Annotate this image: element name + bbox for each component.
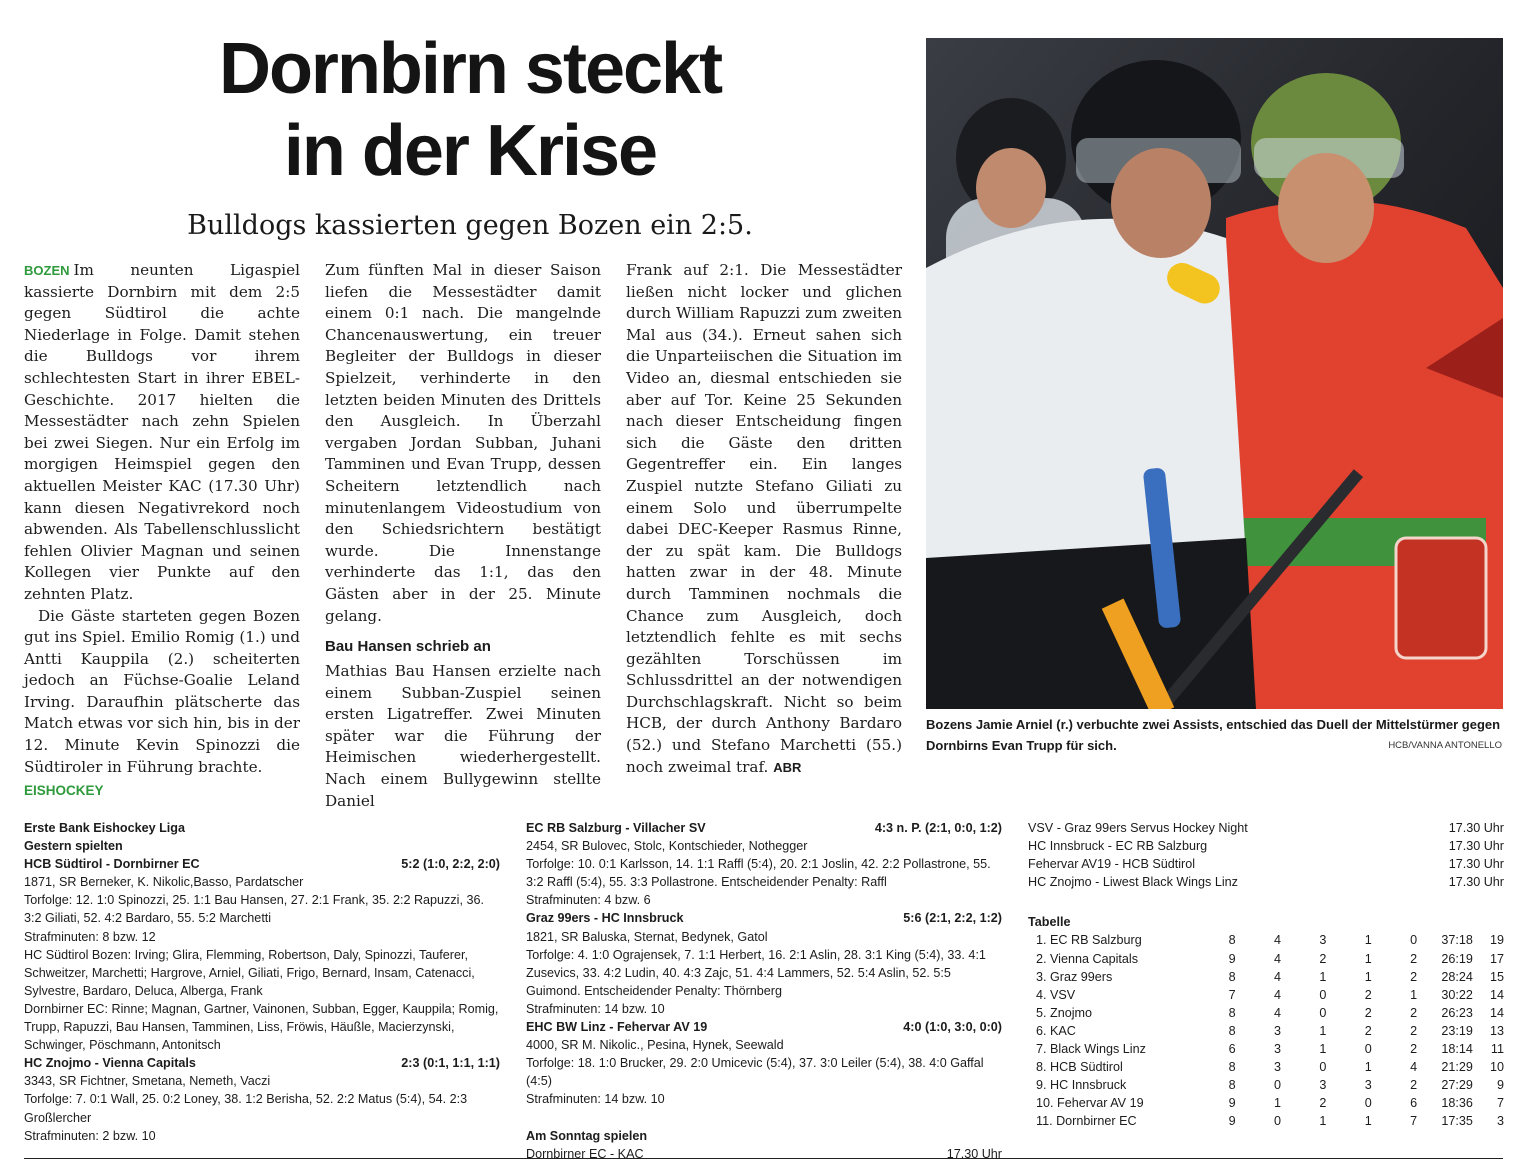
table-stat-cell: 8	[1228, 933, 1236, 948]
table-stat-cell: 8	[1228, 969, 1236, 984]
game-line: Dornbirner EC: Rinne; Magnan, Gartner, Vainonen, Subban, Egger, Kauppila; Romig, Trupp, Rapuzzi, Bau Hansen, Tamminen, Liss, Fröwis, Häußle, Macierzynski, Schwinger, Pöschmann, Antonitsch	[24, 1001, 499, 1053]
table-stat-cell: 37:18	[1441, 933, 1473, 948]
schedule-row	[1028, 819, 1504, 837]
table-stat-cell: 1	[1364, 1060, 1372, 1075]
table-stat-cell: 9	[1496, 1078, 1504, 1093]
game-line: 1821, SR Baluska, Sternat, Bedynek, Gatol	[526, 929, 768, 944]
table-row	[1028, 931, 1504, 949]
table-stat-cell: 2	[1410, 1042, 1418, 1057]
table-stat-cell: 0	[1364, 1096, 1372, 1111]
game-score: 5:2 (1:0, 2:2, 2:0)	[401, 857, 500, 872]
schedule-match: Fehervar AV19 - HCB Südtirol	[1028, 857, 1196, 872]
table-stat-cell: 11	[1490, 1042, 1504, 1057]
table-stat-cell: 2	[1410, 951, 1418, 966]
game-line: Strafminuten: 8 bzw. 12	[24, 929, 156, 944]
table-stat-cell: 7	[1496, 1096, 1504, 1111]
table-row	[1028, 1094, 1504, 1112]
table-stat-cell: 8	[1228, 1005, 1236, 1020]
table-stat-cell: 2	[1364, 1023, 1372, 1038]
game-line: 1871, SR Berneker, K. Nikolic,Basso, Pardatscher	[24, 875, 304, 890]
table-stat-cell: 7	[1228, 987, 1236, 1002]
sunday-label: Am Sonntag spielen	[526, 1128, 648, 1143]
article-paragraph: Die Gäste starteten gegen Bozen gut ins Spiel. Emilio Romig (1.) und Antti Kauppila (2.) scheiterten jedoch an Füchse-Goalie Leland Irving. Daraufhin plätscherte das Match etwas vor sich hin, bis in der 12. Minute Kevin Spinozzi die Südtiroler in Führung brachte.	[24, 606, 300, 776]
table-stat-cell: 2	[1410, 1005, 1418, 1020]
table-stat-cell: 0	[1319, 1005, 1327, 1020]
table-stat-cell: 6	[1410, 1096, 1418, 1111]
table-stat-cell: 15	[1489, 969, 1504, 984]
table-team-cell: 8. HCB Südtirol	[1036, 1060, 1123, 1075]
table-row	[1028, 1058, 1504, 1076]
table-stat-cell: 21:29	[1441, 1060, 1473, 1075]
table-stat-cell: 0	[1319, 1060, 1327, 1075]
schedule-match: Dornbirner EC - KAC	[526, 1146, 644, 1161]
table-stat-cell: 3	[1319, 933, 1327, 948]
table-team-cell: 4. VSV	[1036, 987, 1076, 1002]
table-stat-cell: 26:19	[1441, 951, 1473, 966]
table-stat-cell: 17	[1489, 951, 1504, 966]
table-row	[1028, 1004, 1504, 1022]
table-row	[1028, 950, 1504, 968]
table-stat-cell: 18:14	[1441, 1042, 1473, 1057]
table-stat-cell: 0	[1410, 933, 1418, 948]
game-header	[526, 909, 1002, 927]
game-header	[526, 819, 1002, 837]
table-row	[1028, 1040, 1504, 1058]
table-stat-cell: 26:23	[1441, 1005, 1473, 1020]
game-score: 4:0 (1:0, 3:0, 0:0)	[903, 1020, 1002, 1035]
table-stat-cell: 0	[1274, 1078, 1282, 1093]
table-stat-cell: 3	[1364, 1078, 1372, 1093]
results-column-2	[526, 819, 1002, 1161]
table-stat-cell: 2	[1364, 1005, 1372, 1020]
table-stat-cell: 4	[1274, 1005, 1282, 1020]
table-stat-cell: 18:36	[1441, 1096, 1473, 1111]
table-stat-cell: 1	[1364, 969, 1372, 984]
table-stat-cell: 9	[1228, 1114, 1236, 1129]
table-stat-cell: 2	[1364, 987, 1372, 1002]
table-stat-cell: 2	[1319, 951, 1327, 966]
schedule-match: VSV - Graz 99ers Servus Hockey Night	[1028, 821, 1248, 835]
table-stat-cell: 0	[1319, 987, 1327, 1002]
game-teams: EC RB Salzburg - Villacher SV	[526, 821, 706, 835]
table-stat-cell: 4	[1274, 951, 1282, 966]
headline	[120, 28, 820, 192]
table-stat-cell: 1	[1364, 1114, 1372, 1129]
table-stat-cell: 1	[1319, 1114, 1327, 1129]
article-column-3	[626, 260, 902, 778]
table-stat-cell: 0	[1274, 1114, 1282, 1129]
table-stat-cell: 23:19	[1441, 1023, 1473, 1038]
game-teams: EHC BW Linz - Fehervar AV 19	[526, 1020, 708, 1035]
dateline: BOZEN	[24, 263, 70, 278]
schedule-time: 17.30 Uhr	[1448, 857, 1504, 872]
table-team-cell: 2. Vienna Capitals	[1036, 951, 1138, 966]
game-line: Strafminuten: 14 bzw. 10	[526, 1092, 665, 1107]
table-stat-cell: 14	[1489, 987, 1504, 1002]
table-stat-cell: 8	[1228, 1060, 1236, 1075]
schedule-time: 17.30 Uhr	[1448, 821, 1504, 835]
table-stat-cell: 27:29	[1441, 1078, 1473, 1093]
table-stat-cell: 1	[1319, 1023, 1327, 1038]
table-row	[1028, 1112, 1504, 1130]
game-line: Torfolge: 7. 0:1 Wall, 25. 0:2 Loney, 38. 1:2 Berisha, 52. 2:2 Matus (5:4), 54. 2:3 Großlercher	[24, 1092, 468, 1125]
table-stat-cell: 2	[1410, 1023, 1418, 1038]
schedule-row	[1028, 873, 1504, 891]
game-header	[24, 855, 500, 873]
table-stat-cell: 28:24	[1441, 969, 1473, 984]
article-paragraph: Zum fünften Mal in dieser Saison liefen die Messestädter damit einem 0:1 nach. Die mangelnde Chancenauswertung, ein treuer Begleiter der Bulldogs in dieser Spielzeit, verhinderte in den letzten beiden Minuten des Drittels den Ausgleich. In Überzahl vergaben Jordan Subban, Juhani Tamminen und Evan Trupp, dessen Scheitern letztendlich nach minutenlangem Videostudium von den Schiedsrichtern bestätigt wurde. Die Innenstange verhinderte das 1:1, das den Gästen aber in der 25. Minute gelang.	[325, 261, 601, 625]
table-stat-cell: 3	[1274, 1042, 1282, 1057]
bottom-rule	[24, 1158, 1503, 1159]
table-stat-cell: 1	[1410, 987, 1418, 1002]
table-stat-cell: 7	[1410, 1114, 1418, 1129]
game-header	[24, 1054, 500, 1072]
game-teams: Graz 99ers - HC Innsbruck	[526, 911, 684, 926]
table-stat-cell: 17:35	[1441, 1114, 1473, 1129]
table-stat-cell: 30:22	[1441, 987, 1473, 1002]
league-title: Erste Bank Eishockey Liga	[24, 821, 185, 835]
game-line: Strafminuten: 14 bzw. 10	[526, 1001, 665, 1016]
table-stat-cell: 9	[1228, 1096, 1236, 1111]
table-stat-cell: 1	[1319, 969, 1327, 984]
game-line: Torfolge: 10. 0:1 Karlsson, 14. 1:1 Raffl (5:4), 20. 2:1 Joslin, 42. 2:2 Pollastrone, 55. 3:2 Raffl (5:4), 55. 3:3 Pollastrone. Entscheidender Penalty: Raffl	[526, 857, 991, 890]
table-team-cell: 1. EC RB Salzburg	[1036, 933, 1142, 948]
article-column-2	[325, 260, 601, 812]
table-team-cell: 9. HC Innsbruck	[1036, 1078, 1127, 1093]
table-stat-cell: 19	[1489, 933, 1504, 948]
table-stat-cell: 2	[1319, 1096, 1327, 1111]
game-score: 2:3 (0:1, 1:1, 1:1)	[401, 1056, 500, 1071]
game-line: Torfolge: 12. 1:0 Spinozzi, 25. 1:1 Bau Hansen, 27. 2:1 Frank, 35. 2:2 Rapuzzi, 36. 3:2 Giliati, 52. 4:2 Bardaro, 55. 5:2 Marchetti	[24, 893, 484, 926]
photo-caption: Bozens Jamie Arniel (r.) verbuchte zwei Assists, entschied das Duell der Mittelstürmer gegen Dornbirns Evan Trupp für sich.	[926, 717, 1501, 753]
article-column-1	[24, 260, 300, 778]
table-row	[1028, 1022, 1504, 1040]
table-stat-cell: 4	[1410, 1060, 1418, 1075]
section-label: EISHOCKEY	[24, 783, 104, 798]
schedule-row	[1028, 855, 1504, 873]
table-stat-cell: 2	[1410, 1078, 1418, 1093]
table-stat-cell: 0	[1364, 1042, 1372, 1057]
article-paragraph: Im neunten Ligaspiel kassierte Dornbirn mit dem 2:5 gegen Südtirol die achte Niederlage in Folge. Damit stehen die Bulldogs vor ihrem schlechtesten Start in ihrer EBEL-Geschichte. 2017 hielten die Messestädter nach zehn Spielen bei zwei Siegen. Nur ein Erfolg im morgigen Heimspiel gegen den aktuellen Meister KAC (17.30 Uhr) kann diesen Negativrekord noch abwenden. Als Tabellenschlusslicht fehlen Olivier Magnan und seinen Kollegen vier Punkte auf den zehnten Platz.	[24, 261, 300, 603]
game-line: 3343, SR Fichtner, Smetana, Nemeth, Vaczi	[24, 1074, 271, 1089]
schedule-time: 17.30 Uhr	[1448, 875, 1504, 890]
table-stat-cell: 1	[1274, 1096, 1282, 1111]
subheadline: Bulldogs kassierten gegen Bozen ein 2:5.	[187, 210, 753, 241]
table-stat-cell: 3	[1274, 1060, 1282, 1075]
table-team-cell: 11. Dornbirner EC	[1036, 1114, 1137, 1129]
headline-line-2: in der Krise	[283, 111, 657, 191]
table-team-cell: 3. Graz 99ers	[1036, 969, 1113, 984]
table-stat-cell: 3	[1274, 1023, 1282, 1038]
article-paragraph: Frank auf 2:1. Die Messestädter ließen nicht locker und glichen durch William Rapuzzi zum zweiten Mal aus (34.). Erneut sahen sich die Unparteiischen die Situation im Video an, diesmal entschieden sie aber auf Tor. Keine 25 Sekunden nach dieser Entscheidung fingen sich die Gäste den dritten Gegentreffer ein. Ein langes Zuspiel nutzte Stefano Giliati zu einem Solo und überrumpelte dabei DEC-Keeper Rasmus Rinne, der zu spät kam. Die Bulldogs hatten zwar in der 48. Minute durch Tamminen nochmals die Chance zum Ausgleich, doch letztendlich fehlte es mit sechs gezählten Torschüssen im Schlussdrittel an der notwendigen Durchschlagskraft. Nicht so beim HCB, der durch Anthony Bardaro (52.) und Stefano Marchetti (55.) noch zweimal traf.	[626, 261, 902, 776]
game-line: Torfolge: 18. 1:0 Brucker, 29. 2:0 Umicevic (5:4), 37. 3:0 Leiler (5:4), 38. 4:0 Gaffal (4:5)	[526, 1056, 984, 1089]
results-column-1	[24, 819, 500, 1145]
table-row	[1028, 986, 1504, 1004]
schedule-row	[1028, 837, 1504, 855]
table-stat-cell: 4	[1274, 987, 1282, 1002]
game-header	[526, 1018, 1002, 1036]
article-paragraph: Mathias Bau Hansen erzielte nach einem Subban-Zuspiel seinen ersten Ligatreffer. Zwei Minuten später war die Führung der Heimischen wiederhergestellt. Nach einem Bullygewinn stellte Daniel	[325, 662, 601, 810]
standings-table	[1028, 931, 1504, 1130]
schedule-match: HC Innsbruck - EC RB Salzburg	[1028, 839, 1208, 854]
game-score: 4:3 n. P. (2:1, 0:0, 1:2)	[874, 821, 1002, 835]
results-column-3	[1028, 819, 1504, 1131]
schedule-time: 17.30 Uhr	[1448, 839, 1504, 854]
hockey-photo-illustration	[926, 38, 1503, 709]
table-stat-cell: 1	[1364, 951, 1372, 966]
headline-line-1: Dornbirn steckt	[218, 29, 722, 109]
table-stat-cell: 3	[1319, 1078, 1327, 1093]
table-stat-cell: 3	[1496, 1114, 1504, 1129]
table-stat-cell: 14	[1489, 1005, 1504, 1020]
photo-credit: HCB/VANNA ANTONELLO	[1388, 740, 1502, 751]
game-score: 5:6 (2:1, 2:2, 1:2)	[903, 911, 1002, 926]
table-stat-cell: 9	[1228, 951, 1236, 966]
hockey-photo	[926, 38, 1503, 709]
schedule-time: 17.30 Uhr	[946, 1146, 1002, 1161]
table-stat-cell: 4	[1274, 969, 1282, 984]
game-line: Strafminuten: 4 bzw. 6	[526, 893, 651, 908]
table-team-cell: 6. KAC	[1036, 1023, 1076, 1038]
table-stat-cell: 1	[1364, 933, 1372, 948]
game-teams: HC Znojmo - Vienna Capitals	[24, 1056, 196, 1071]
table-team-cell: 5. Znojmo	[1036, 1005, 1092, 1020]
game-teams: HCB Südtirol - Dornbirner EC	[24, 857, 200, 872]
table-label: Tabelle	[1028, 915, 1071, 930]
table-stat-cell: 2	[1410, 969, 1418, 984]
game-line: Strafminuten: 2 bzw. 10	[24, 1128, 156, 1143]
schedule-match: HC Znojmo - Liwest Black Wings Linz	[1028, 875, 1238, 890]
article-subheading: Bau Hansen schrieb an	[325, 638, 491, 656]
table-stat-cell: 1	[1319, 1042, 1327, 1057]
table-stat-cell: 13	[1489, 1023, 1504, 1038]
game-line: Torfolge: 4. 1:0 Ograjensek, 7. 1:1 Herbert, 16. 2:1 Aslin, 28. 3:1 King (5:4), 33. 4:1 Zusevics, 33. 4:2 Ludin, 40. 4:3 Zajc, 51. 4:4 Lammers, 52. 5:4 Aslin, 52. 5:5 Guimond. Entscheidender Penalty: Thörnberg	[526, 947, 986, 998]
table-stat-cell: 8	[1228, 1078, 1236, 1093]
game-line: 4000, SR M. Nikolic., Pesina, Hynek, Seewald	[526, 1038, 784, 1053]
game-line: HC Südtirol Bozen: Irving; Glira, Flemming, Robertson, Daly, Spinozzi, Tauferer, Schweitzer, Marchetti; Hargrove, Arniel, Giliati, Frigo, Bernard, Insam, Catenacci, Sylvestre, Bardaro, Deluca, Alberga, Frank	[24, 947, 475, 998]
table-row	[1028, 968, 1504, 986]
author-initials: ABR	[773, 759, 802, 775]
played-label: Gestern spielten	[24, 839, 123, 854]
table-row	[1028, 1076, 1504, 1094]
table-team-cell: 10. Fehervar AV 19	[1036, 1096, 1144, 1111]
table-stat-cell: 6	[1228, 1042, 1236, 1057]
table-stat-cell: 10	[1489, 1060, 1504, 1075]
game-line: 2454, SR Bulovec, Stolc, Kontschieder, Nothegger	[526, 839, 808, 854]
table-team-cell: 7. Black Wings Linz	[1036, 1042, 1146, 1057]
table-stat-cell: 8	[1228, 1023, 1236, 1038]
table-stat-cell: 4	[1274, 933, 1282, 948]
